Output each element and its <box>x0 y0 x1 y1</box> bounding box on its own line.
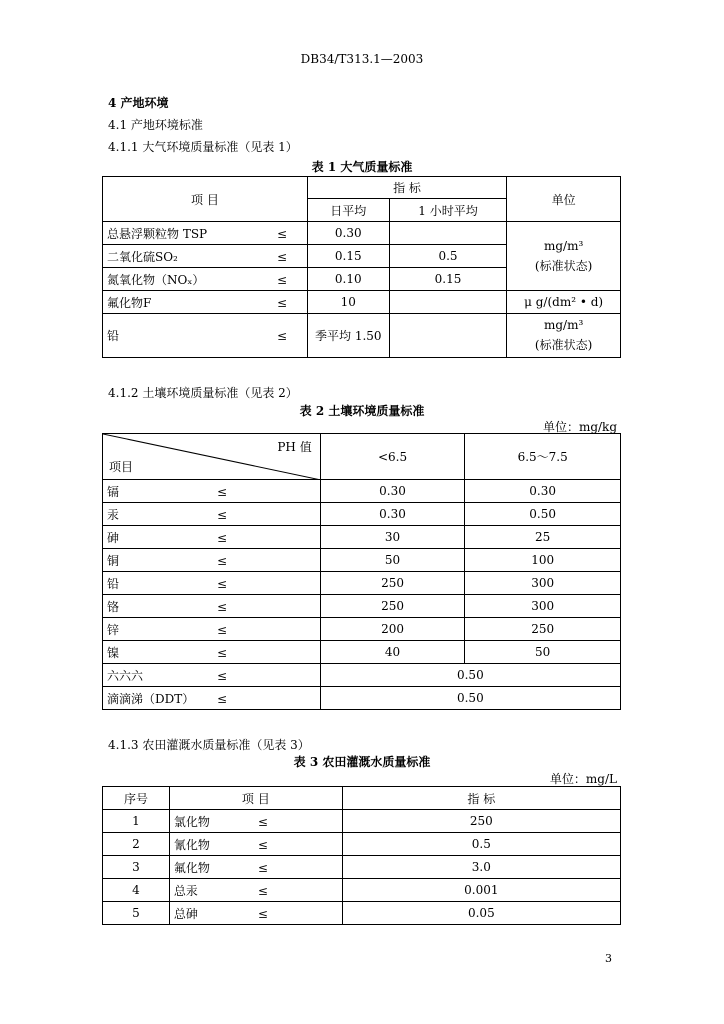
table1-unit3-cell <box>507 314 621 358</box>
le-sign: ≤ <box>257 883 268 898</box>
table-row <box>103 687 621 710</box>
table-row <box>103 291 621 314</box>
section-4-1-2: 4.1.2 土壤环境质量标准（见表 2） <box>108 386 298 400</box>
table1-unit3b: (标准状态) <box>534 338 593 352</box>
table3-item-name: 氯化物 <box>173 814 210 829</box>
table2-caption: 表 2 土壤环境质量标准 <box>299 404 425 418</box>
le-sign: ≤ <box>257 860 268 875</box>
table1-item-name: 铅 <box>107 329 120 343</box>
table1-unit3a: mg/m³ <box>543 318 584 332</box>
table3-value: 0.001 <box>342 879 620 902</box>
table2-v2: 0.30 <box>465 480 621 503</box>
table3-no: 2 <box>103 833 170 856</box>
le-sign: ≤ <box>217 668 228 683</box>
document-code: DB34/T313.1—2003 <box>300 52 424 66</box>
table1-hourly-value <box>389 291 506 314</box>
table3 <box>102 786 621 925</box>
table-row <box>103 833 621 856</box>
table1-head-hourly: 1 小时平均 <box>389 199 506 222</box>
section-4-1: 4.1 产地环境标准 <box>108 118 203 132</box>
le-sign: ≤ <box>257 906 268 921</box>
le-sign: ≤ <box>217 691 228 706</box>
table2-head-item: 项目 <box>109 460 134 474</box>
table2-v2: 25 <box>465 526 621 549</box>
table1-daily-value: 季平均 1.50 <box>307 314 389 358</box>
le-sign: ≤ <box>276 272 287 287</box>
table2-v2: 50 <box>465 641 621 664</box>
table2-v2: 300 <box>465 595 621 618</box>
table3-value: 0.5 <box>342 833 620 856</box>
table3-item-name: 总砷 <box>173 906 198 921</box>
table2-v2: 300 <box>465 572 621 595</box>
table1-item-name: 总悬浮颗粒物 TSP <box>107 226 208 241</box>
le-sign: ≤ <box>257 837 268 852</box>
table1-hourly-value: 0.15 <box>389 268 506 291</box>
table3-no: 5 <box>103 902 170 925</box>
table2-v2: 250 <box>465 618 621 641</box>
table-row <box>103 526 621 549</box>
section-4-1-3: 4.1.3 农田灌溉水质量标准（见表 3） <box>108 738 310 752</box>
table-row <box>103 314 621 358</box>
table1-item-name: 氟化物F <box>107 295 152 310</box>
table1-daily-value: 0.10 <box>307 268 389 291</box>
table3-head-index: 指 标 <box>342 787 620 810</box>
le-sign: ≤ <box>217 599 228 614</box>
table-row <box>103 641 621 664</box>
table2-head-c2: 6.5～7.5 <box>465 434 621 480</box>
table1-hourly-value <box>389 314 506 358</box>
table2-v1: 0.30 <box>320 503 465 526</box>
le-sign: ≤ <box>217 484 228 499</box>
le-sign: ≤ <box>257 814 268 829</box>
le-sign: ≤ <box>217 622 228 637</box>
table2-item-name: 镍 <box>107 645 120 660</box>
table2-v1: 50 <box>320 549 465 572</box>
table1-unit1b: (标准状态) <box>534 258 593 273</box>
table-row <box>103 503 621 526</box>
table1-hourly-value: 0.5 <box>389 245 506 268</box>
table1-unit-cell <box>507 222 621 291</box>
table1-head-daily: 日平均 <box>307 199 389 222</box>
le-sign: ≤ <box>217 553 228 568</box>
table3-head-item: 项 目 <box>169 787 342 810</box>
table1-item-name: 氮氧化物（NOₓ） <box>107 272 205 287</box>
le-sign: ≤ <box>276 226 287 241</box>
section-4-1-1: 4.1.1 大气环境质量标准（见表 1） <box>108 140 298 154</box>
table3-item-name: 氰化物 <box>173 837 210 852</box>
le-sign: ≤ <box>217 645 228 660</box>
table3-no: 1 <box>103 810 170 833</box>
table2-item-name: 镉 <box>107 484 120 499</box>
table2-v1: 250 <box>320 572 465 595</box>
table3-no: 4 <box>103 879 170 902</box>
table-row <box>103 879 621 902</box>
table3-head-no: 序号 <box>103 787 170 810</box>
table1-caption: 表 1 大气质量标准 <box>311 160 413 174</box>
le-sign: ≤ <box>217 507 228 522</box>
table1-hourly-value <box>389 222 506 245</box>
section-4-title: 4 产地环境 <box>108 96 169 110</box>
table2-diagonal-header <box>103 434 321 480</box>
table1-head-item: 项 目 <box>103 177 308 222</box>
table2-item-name: 铅 <box>107 576 120 591</box>
le-sign: ≤ <box>276 329 287 343</box>
table-row <box>103 595 621 618</box>
table1-item-name: 二氧化硫SO₂ <box>107 249 178 264</box>
table2-head-ph: PH 值 <box>277 440 312 454</box>
table3-item-name: 氟化物 <box>173 860 210 875</box>
table1-daily-value: 0.15 <box>307 245 389 268</box>
table2-item-name: 锌 <box>107 622 120 637</box>
table3-no: 3 <box>103 856 170 879</box>
le-sign: ≤ <box>276 249 287 264</box>
table2-item-name: 铜 <box>107 553 120 568</box>
table2-item-name: 铬 <box>107 599 120 614</box>
table2-v1: 0.30 <box>320 480 465 503</box>
table2-v1: 250 <box>320 595 465 618</box>
table-row <box>103 618 621 641</box>
table1-unit2: μ g/(dm² • d) <box>507 291 621 314</box>
table-row <box>103 222 621 245</box>
le-sign: ≤ <box>217 530 228 545</box>
table1-daily-value: 0.30 <box>307 222 389 245</box>
table-row <box>103 902 621 925</box>
table3-item-name: 总汞 <box>173 883 198 898</box>
table2-item-name: 六六六 <box>107 668 144 683</box>
page-number: 3 <box>605 952 612 965</box>
table3-unit: 单位：mg/L <box>549 772 617 786</box>
table3-value: 0.05 <box>342 902 620 925</box>
table3-caption: 表 3 农田灌溉水质量标准 <box>293 755 431 769</box>
table2-v1: 200 <box>320 618 465 641</box>
le-sign: ≤ <box>217 576 228 591</box>
table1-head-unit: 单位 <box>507 177 621 222</box>
table1 <box>102 176 621 358</box>
table-row <box>103 810 621 833</box>
table2-item-name: 汞 <box>107 507 120 522</box>
table2-v1: 40 <box>320 641 465 664</box>
le-sign: ≤ <box>276 295 287 310</box>
table-row <box>103 572 621 595</box>
table2-merged-value: 0.50 <box>320 687 620 710</box>
table2-merged-value: 0.50 <box>320 664 620 687</box>
table2-unit: 单位：mg/kg <box>542 420 617 434</box>
table-row <box>103 856 621 879</box>
table3-value: 250 <box>342 810 620 833</box>
table2-item-name: 砷 <box>107 530 120 545</box>
table-row <box>103 549 621 572</box>
table2-v1: 30 <box>320 526 465 549</box>
table1-daily-value: 10 <box>307 291 389 314</box>
table2-item-name: 滴滴涕（DDT） <box>107 691 195 706</box>
table2-head-c1: <6.5 <box>320 434 465 480</box>
table2-v2: 100 <box>465 549 621 572</box>
table-row <box>103 480 621 503</box>
table1-head-index: 指 标 <box>307 177 506 199</box>
table2 <box>102 433 621 710</box>
table3-value: 3.0 <box>342 856 620 879</box>
table-row <box>103 664 621 687</box>
table2-v2: 0.50 <box>465 503 621 526</box>
table1-unit1a: mg/m³ <box>543 238 584 253</box>
